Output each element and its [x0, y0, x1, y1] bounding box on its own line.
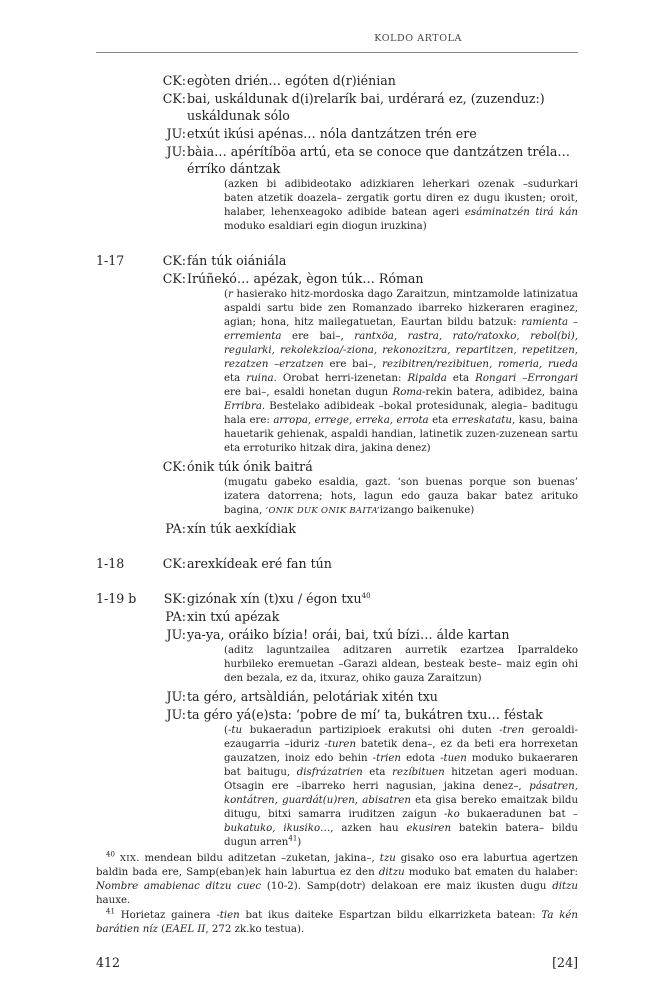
commentary-note: (azken bi adibideotako adizkiaren leherkari ozenak –sudurkari baten atzetik doazela– zergatik gortu diren ez dugu ikusten; oroit, halaber, lehenxeagoko adibide batean ageri esáminatzén tirá kán moduko esaldiari egin diogun iruzkina) — [224, 179, 578, 232]
dialogue-line — [96, 688, 578, 705]
speaker-label: CK: — [162, 91, 186, 106]
commentary-note: (mugatu gabeko esaldia, gazt. ‘son buenas porque son buenas’ izatera datorrena; hots, lagun edo gauza bakar batez arituko bagina, ’ONIK DUK ONIK BAITA’izango baikenuke) — [224, 477, 578, 516]
commentary-note: (-tu bukaeradun partizipioek erakutsi ohi duten -tren geroaldi-ezaugarria –iduriz -turen batetik dena–, ez da beti era horrexetan gauzatzen, inoiz edo behin -trien edota -tuen moduko bukaeraren bat baitugu, disfrázatrien eta rezíbituen hitzetan ageri moduan. Otsagin ere –ibarreko herri nagusian, jakina denez–, pásatren, kontátren, guardát(u)ren, abisatren eta gisa bereko emaitzak bildu ditugu, bitxi samarra iruditzen zaigun -ko bukaeradunen bat –bukatuko, ikusiko…, azken hau ekusiren batekin batera– bildu dugun arren$^{41}$) — [224, 725, 579, 848]
dialogue-line — [96, 520, 578, 537]
speaker-label: CK: — [162, 556, 186, 571]
speaker-label: JU: — [166, 707, 186, 722]
section-1-17 — [96, 252, 578, 537]
section-1-19b — [96, 590, 578, 850]
speaker-label: JU: — [166, 144, 186, 159]
dialogue-text: arexkídeak eré fan tún — [187, 556, 332, 571]
dialogue-line — [96, 252, 578, 269]
footnote-number: 41 — [106, 907, 115, 916]
dialogue-line — [96, 608, 578, 625]
speaker-label: SK: — [163, 591, 186, 606]
dialogue-line — [96, 590, 578, 607]
speaker-label: CK: — [162, 271, 186, 286]
section-number: 1-19 b — [96, 591, 137, 606]
footnote-ref[interactable]: 40 — [361, 591, 371, 600]
dialogue-text: bai, uskáldunak d(i)relarík bai, urdérará ez, (zuzenduz:) uskáldunak sólo — [187, 91, 545, 123]
dialogue-text: egòten drién… egóten d(r)iénian — [187, 73, 396, 88]
footnote-41: $^{41}$ Horietaz gainera -tien bat ikus daiteke Espartzan bildu elkarrizketa batean: Ta kén barátien níz (EAEL II, 272 zk.ko testua). — [96, 907, 578, 935]
running-title: KOLDO ARTOLA — [374, 33, 462, 44]
section-number: 1-18 — [96, 556, 125, 571]
speaker-label: PA: — [165, 609, 186, 624]
dialogue-text: ta géro, artsàldián, pelotáriak xitén txu — [187, 689, 438, 704]
dialogue-line — [96, 626, 578, 686]
dialogue-line — [96, 555, 578, 572]
dialogue-text: gizónak xín (t)xu / égon txu — [187, 591, 362, 606]
dialogue-line — [96, 90, 578, 124]
speaker-label: CK: — [162, 459, 186, 474]
dialogue-line — [96, 125, 578, 142]
speaker-label: PA: — [165, 521, 186, 536]
dialogue-line — [96, 270, 578, 456]
speaker-label: CK: — [162, 253, 186, 268]
dialogue-line — [96, 72, 578, 89]
footnotes — [96, 852, 578, 938]
dialogue-text: fán túk oiániála — [187, 253, 287, 268]
dialogue-line — [96, 706, 578, 850]
section-1-18 — [96, 555, 578, 572]
dialogue-line — [96, 458, 578, 518]
footnote-40: $^{40}$ XIX. mendean bildu aditzetan –zuketan, jakina–, tzu gisako oso era laburtua agertzen baldin bada ere, Samp(eban)ek hain laburtua ez den ditzu moduko bat ematen du halaber: Nombre amabienac ditzu cuec (10-2). Samp(dotr) delakoan ere maiz ikusten dugu ditzu hauxe. — [96, 850, 578, 906]
dialogue-line — [96, 143, 578, 234]
speaker-label: CK: — [162, 73, 186, 88]
speaker-label: JU: — [166, 689, 186, 704]
speaker-label: JU: — [166, 627, 186, 642]
dialogue-text: bàia… apérítíböa artú, eta se conoce que dantzátzen tréla… érríko dántzak — [187, 144, 570, 176]
running-header — [96, 28, 578, 53]
footnote-number: 40 — [106, 850, 115, 859]
footnote-ref[interactable]: 41 — [288, 834, 298, 843]
speaker-label: JU: — [166, 126, 186, 141]
section-page-number: [24] — [552, 955, 578, 970]
dialogue-text: ta géro yá(e)sta: ‘pobre de mí’ ta, bukátren txu… féstak — [187, 707, 543, 722]
section-intro — [96, 72, 578, 234]
dialogue-text: Irúñekó… apézak, ègon túk… Róman — [187, 271, 424, 286]
page-number: 412 — [96, 955, 121, 970]
commentary-note: (aditz laguntzailea aditzaren aurretik ezartzea Iparraldeko hurbileko eremuetan –Garazi aldean, besteak beste– maiz egin ohi den bezala, ez da, itxuraz, ohiko gauza Zaraitzun) — [224, 645, 578, 684]
dialogue-text: ya-ya, oráiko bízia! orái, bai, txú bízi… álde kartan — [187, 627, 510, 642]
dialogue-text: etxút ikúsi apénas… nóla dantzátzen trén ere — [187, 126, 477, 141]
dialogue-text: xín túk aexkídiak — [187, 521, 297, 536]
dialogue-text: xin txú apézak — [187, 609, 280, 624]
dialogue-text: ónik túk ónik baitrá — [187, 459, 313, 474]
section-number: 1-17 — [96, 253, 125, 268]
main-text — [96, 72, 578, 868]
commentary-note: (r hasierako hitz-mordoska dago Zaraitzun, mintzamolde latinizatua aspaldi sartu bide zen Romanzado ibarreko hizkeraren eraginez, agian; hona, hitz mailegatuetan, Eaurtan bildu batzuk: ramienta –erremienta ere bai–, rantxöa, rastra, rato/ratoxko, rebol(bi), regularki, rekolekzioa/-ziona, rekonozitzra, repartitzen, repetitzen, rezatzen –erzatzen ere bai–, rezibitren/rezibituen, romeria, rueda eta ruina. Orobat herri-izenetan: Ripalda eta Rongari –Errongari ere bai–, esaldi honetan dugun Roma-rekin batera, adibidez, baina Erribra. Bestelako adibideak –bokal protesidunak, alegia– baditugu hala ere: arropa, errege, erreka, errota eta erreskatatu, kasu, baina hauetarik gehienak, aspaldi handian, latinetik zuzen-zuzenean sartu eta erroturiko hitzak dira, jakina denez) — [224, 289, 579, 454]
